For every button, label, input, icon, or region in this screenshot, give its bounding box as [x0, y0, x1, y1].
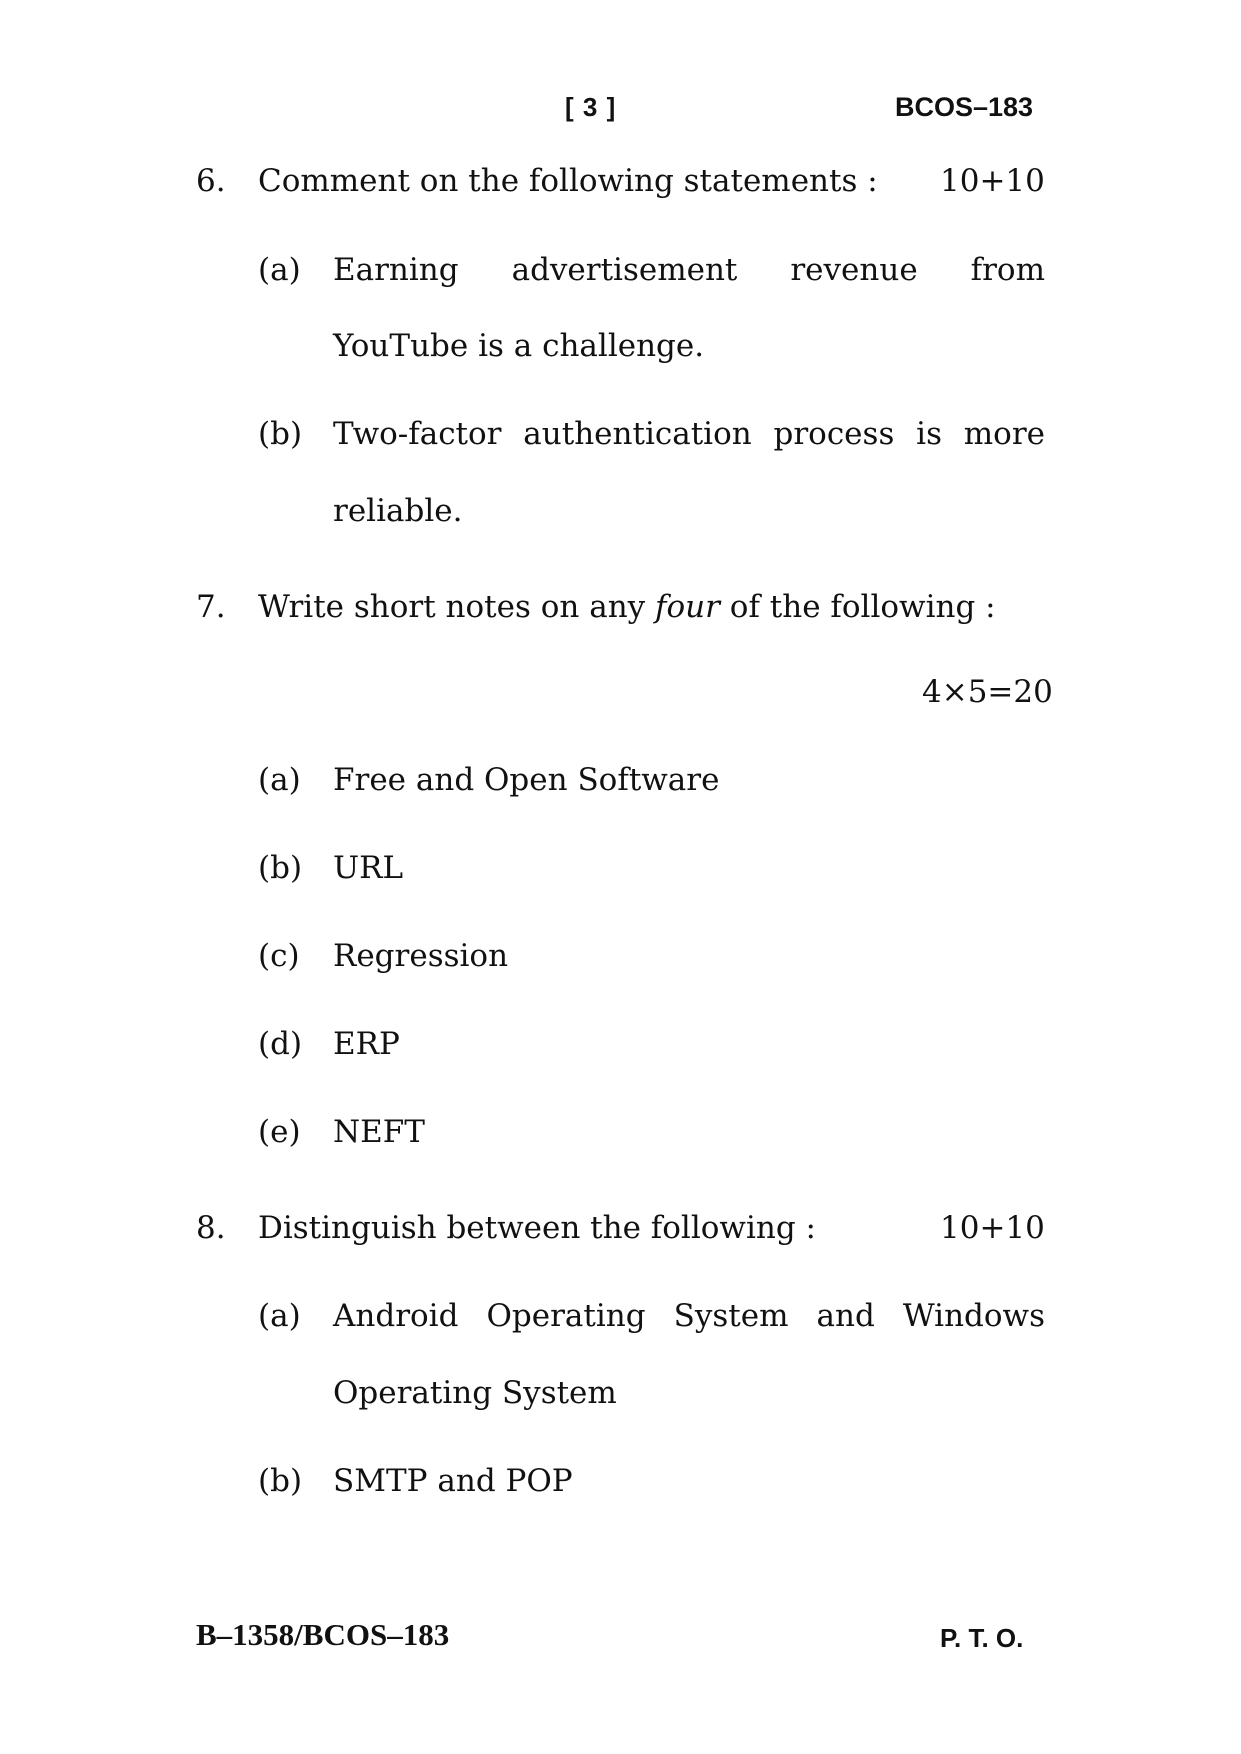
question-text-emphasis: four	[655, 589, 720, 625]
part-label: (b)	[258, 416, 303, 452]
question-marks: 10+10	[940, 163, 1045, 199]
question-text-end: of the following :	[719, 589, 996, 625]
question-text: Distinguish between the following :	[258, 1210, 816, 1246]
question-number: 8.	[196, 1210, 226, 1246]
part-label: (e)	[258, 1114, 301, 1150]
part-text: SMTP and POP	[333, 1463, 573, 1499]
part-text-line: reliable.	[333, 493, 463, 529]
question-marks: 10+10	[940, 1210, 1045, 1246]
question-text-start: Write short notes on any	[258, 589, 656, 625]
part-label: (b)	[258, 850, 303, 886]
part-text: URL	[333, 850, 404, 886]
part-label: (a)	[258, 252, 301, 288]
footer-pto: P. T. O.	[940, 1623, 1024, 1653]
part-label: (b)	[258, 1463, 303, 1499]
part-text-line: Two-factor authentication process is more	[333, 416, 1045, 452]
paper-code: BCOS–183	[895, 92, 1034, 122]
part-text: ERP	[333, 1026, 400, 1062]
part-text-line: YouTube is a challenge.	[333, 328, 705, 364]
part-label: (c)	[258, 938, 300, 974]
footer-code: B–1358/BCOS–183	[196, 1617, 450, 1652]
question-number: 6.	[196, 163, 226, 199]
question-marks: 4×5=20	[922, 674, 1053, 710]
part-text: Regression	[333, 938, 509, 974]
page-number: [ 3 ]	[565, 92, 617, 122]
part-label: (a)	[258, 1298, 301, 1334]
question-text	[258, 589, 996, 625]
part-text: Free and Open Software	[333, 762, 720, 798]
part-text-line: Operating System	[333, 1375, 617, 1411]
question-number: 7.	[196, 589, 226, 625]
question-text: Comment on the following statements :	[258, 163, 878, 199]
part-label: (d)	[258, 1026, 303, 1062]
part-text-line: Android Operating System and Windows	[333, 1298, 1045, 1334]
part-text-line: Earning advertisement revenue from	[333, 252, 1045, 288]
part-label: (a)	[258, 762, 301, 798]
part-text: NEFT	[333, 1114, 425, 1150]
